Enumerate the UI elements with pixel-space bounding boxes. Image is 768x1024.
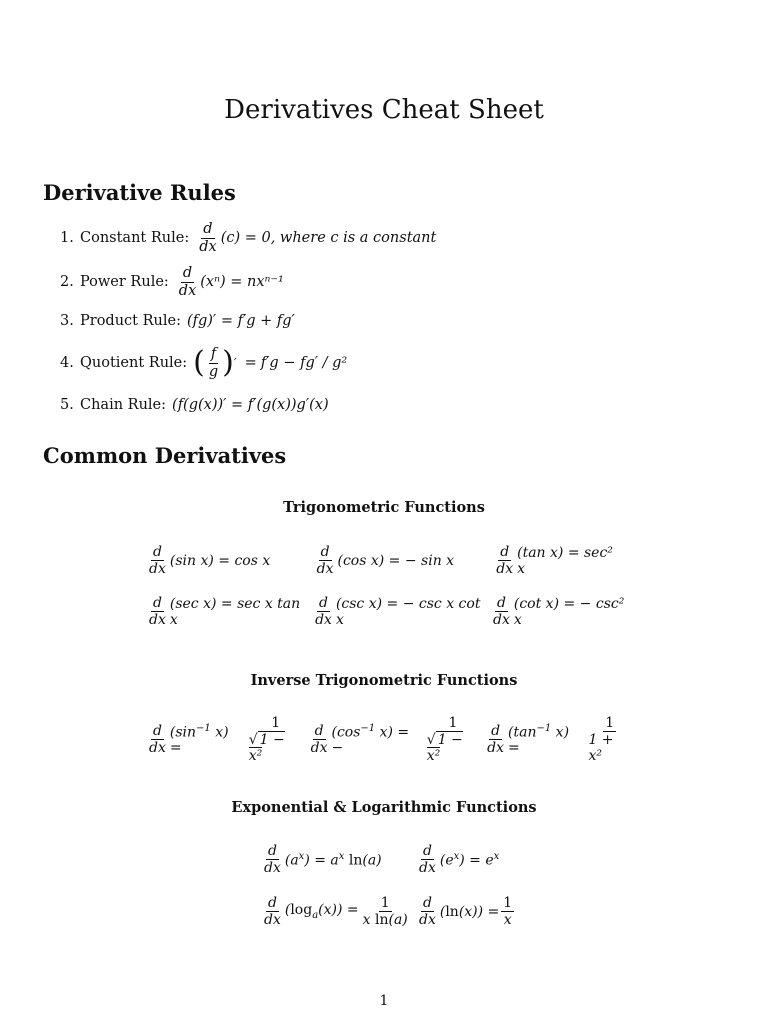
document-title: Derivatives Cheat Sheet <box>224 95 544 125</box>
rule-number: 4. <box>60 355 74 371</box>
rule-constant <box>60 216 436 260</box>
rule-product <box>60 304 436 338</box>
trig-row-2 <box>145 595 635 628</box>
trig-formula: $\frac{d}{dx}$ (sin x) = cos x <box>149 544 271 578</box>
rule-label: Quotient Rule: <box>80 355 188 371</box>
rule-label: Product Rule: <box>80 313 181 329</box>
rule-label: Chain Rule: <box>80 397 167 413</box>
log-formula-log-a: $\frac{d}{dx}$ $(\log_a(x))$ = $\frac{1}{\text{x ln(a)}}$ <box>264 895 408 929</box>
section-heading-derivative-rules: Derivative Rules <box>43 180 236 205</box>
rule-number: 1. <box>60 230 74 246</box>
inv-trig-formula-arccos: $\frac{d}{dx}$ ($\cos^{-1}$ x) = − $\frac{1}{\text{√ 1 − x²}}$ <box>310 715 463 765</box>
exp-row-1 <box>260 843 499 876</box>
fraction-f-over-g: $\frac{f}{g}$ <box>208 345 219 380</box>
section-heading-common-derivatives: Common Derivatives <box>43 443 287 468</box>
exp-formula-a-to-x: $\frac{d}{dx}$ $(a^x) = a^x$ ln(a) <box>264 843 382 877</box>
rule-formula: (f(g(x))′ = f′(g(x))g′(x) <box>172 397 329 413</box>
exp-formula-e-to-x: $\frac{d}{dx}$ $(e^x) = e^x$ <box>419 843 500 877</box>
rule-number: 3. <box>60 313 74 329</box>
trig-formula: $\frac{d}{dx}$ (csc x) = − csc x cot x <box>315 595 481 629</box>
rule-formula: (fg)′ = f′g + fg′ <box>186 313 295 329</box>
rules-list <box>60 216 436 422</box>
page-number: 1 <box>379 993 389 1009</box>
trig-formula: $\frac{d}{dx}$ (cot x) = − csc² x <box>493 595 625 629</box>
rule-number: 2. <box>60 274 74 290</box>
rule-label: Power Rule: <box>80 274 169 290</box>
rule-power <box>60 260 436 304</box>
trig-formula: $\frac{d}{dx}$ (tan x) = sec² x <box>496 544 613 578</box>
fraction-d-dx: $\frac{d}{dx}$ <box>199 220 217 255</box>
trig-row-1 <box>145 544 625 577</box>
rule-quotient: 4. Quotient Rule: ( $\frac{f}{g}$ ) ′ = f′g − fg′ / g² <box>60 345 348 380</box>
exp-row-2 <box>260 895 516 928</box>
rule-formula: (xⁿ) = nxⁿ⁻¹ <box>200 274 284 290</box>
inv-trig-formula-arcsin: $\frac{d}{dx}$ ($\sin^{-1}$ x) = $\frac{1}{\text{√ 1 − x²}}$ <box>149 715 285 765</box>
rule-chain <box>60 388 436 422</box>
rule-number: 5. <box>60 397 74 413</box>
subsection-heading-inverse-trig: Inverse Trigonometric Functions <box>250 672 518 689</box>
rule-label: Constant Rule: <box>80 230 190 246</box>
trig-formula: $\frac{d}{dx}$ (sec x) = sec x tan x <box>149 595 301 629</box>
rule-formula: f′g − fg′ / g² <box>260 355 348 371</box>
rule-formula: (c) = 0, where c is a constant <box>220 230 437 246</box>
log-formula-ln: $\frac{d}{dx}$ (ln(x)) = $\frac{1}{x}$ <box>419 895 513 929</box>
inv-trig-row <box>145 715 635 764</box>
fraction-d-dx: $\frac{d}{dx}$ <box>178 264 197 299</box>
trig-formula: $\frac{d}{dx}$ (cos x) = − sin x <box>316 544 455 578</box>
subsection-heading-trig: Trigonometric Functions <box>283 499 485 516</box>
inv-trig-formula-arctan: $\frac{d}{dx}$ ($\tan^{-1}$ x) = $\frac{1}{\text{1 + x²}}$ <box>487 715 615 765</box>
subsection-heading-exp-log: Exponential & Logarithmic Functions <box>231 799 537 816</box>
